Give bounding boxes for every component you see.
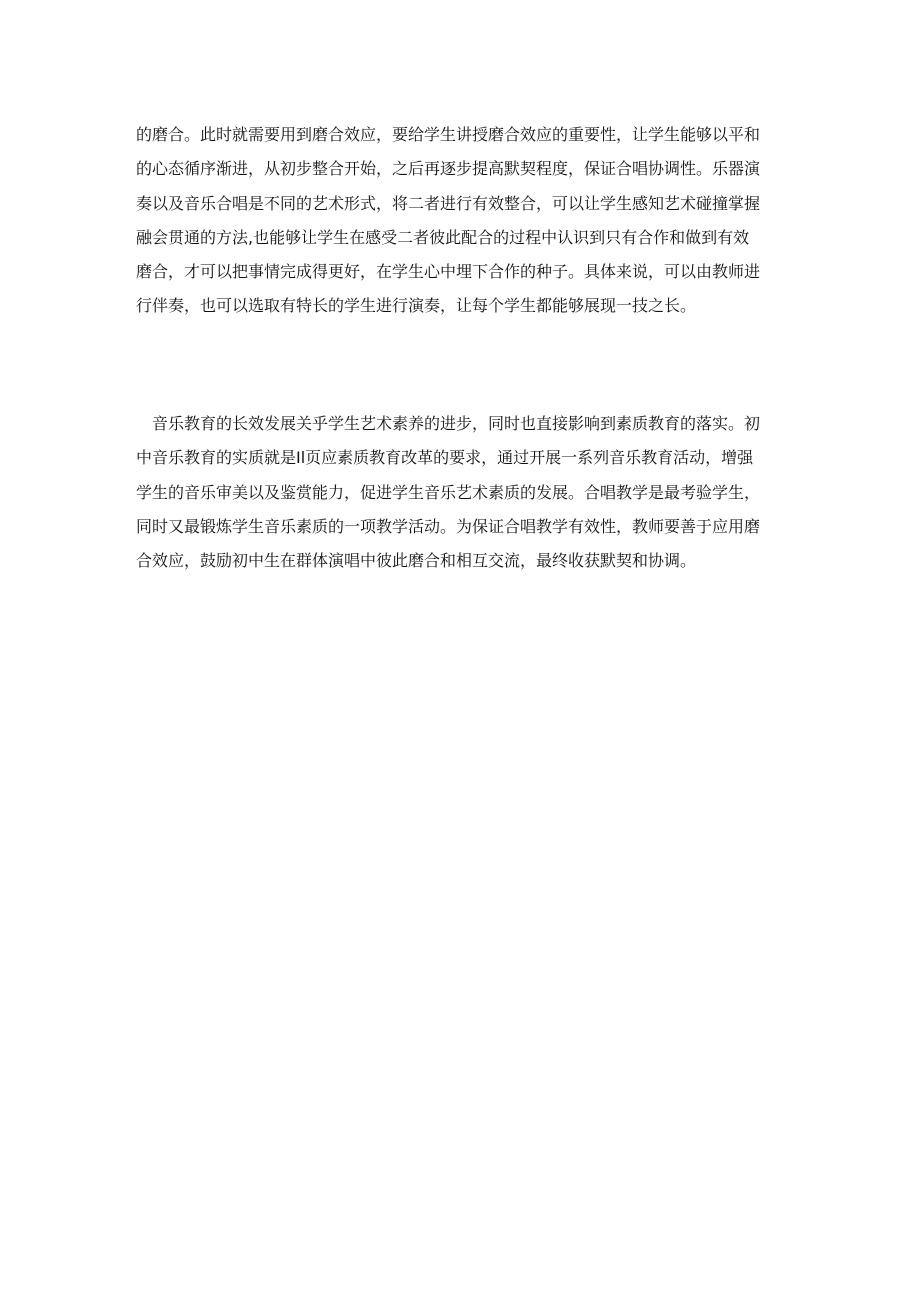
paragraph-line: 奏以及音乐合唱是不同的艺术形式，将二者进行有效整合，可以让学生感知艺术碰撞掌握 [136, 193, 761, 213]
paragraph-1 [136, 118, 796, 324]
paragraph-line: 融会贯通的方法,也能够让学生在感受二者彼此配合的过程中认识到只有合作和做到有效 [136, 227, 750, 247]
paragraph-line: 的心态循序渐进，从初步整合开始，之后再逐步提高默契程度，保证合唱协调性。乐器演 [136, 159, 761, 179]
paragraph-line: 学生的音乐审美以及鉴赏能力，促进学生音乐艺术素质的发展。合唱教学是最考验学生， [136, 482, 761, 502]
paragraph-line: 音乐教育的长效发展关乎学生艺术素养的进步，同时也直接影响到素质教育的落实。初 [136, 414, 761, 433]
paragraph-line: 同时又最锻炼学生音乐素质的一项教学活动。为保证合唱教学有效性，教师要善于应用磨 [136, 516, 761, 536]
paragraph-line: 的磨合。此时就需要用到磨合效应，要给学生讲授磨合效应的重要性，让学生能够以平和 [136, 125, 761, 144]
paragraph-line: 磨合，才可以把事情完成得更好，在学生心中埋下合作的种子。具体来说，可以由教师进 [136, 262, 761, 282]
paragraph-line: 中音乐教育的实质就是Il页应素质教育改革的要求，通过开展一系列音乐教育活动，增强 [136, 448, 754, 468]
paragraph-line: 合效应，鼓励初中生在群体演唱中彼此磨合和相互交流，最终收获默契和协调。 [136, 551, 697, 571]
paragraph-2 [136, 407, 796, 578]
paragraph-line: 行伴奏，也可以选取有特长的学生进行演奏，让每个学生都能够展现一技之长。 [136, 296, 697, 316]
